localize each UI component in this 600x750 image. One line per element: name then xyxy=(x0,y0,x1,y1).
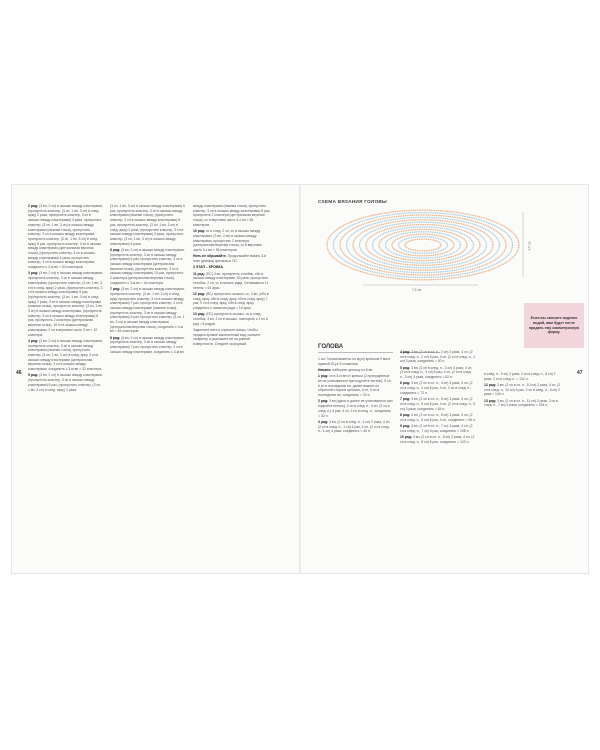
paragraph: 5 ряд: 3 вп, (2 сн в след. п., 3 сн) 3 раза, 4 сн, (2 сн в след. п., 3 сн) 6 раз, 4 сн, (2 сн в след. п., 3 сн) 3 раза, соединить = 62 п. xyxy=(400,365,473,380)
paragraph: 12 ряд: (ВС) пропустить окошко, сс, 2 вп, (сбн в след. арку, сбн в след. арку, сбн в след. арку) 7 раз, 9 сн в след. арку, сбн в след. арку, соединить с началом ряда = 16 арок. xyxy=(193,291,269,311)
right-page-column-1 xyxy=(318,357,393,436)
paragraph: 2 ряд: (3 вп, 2 сн) в окошко между кластерами, (пропустить кластер, (3 сн, 1 вп, 3 сн) в след. арку) 2 раза, пропустить кластер, 3 сн в окошко между кластерами) 4 раза, пропустить кластер, (3 сн, 1 вп, 3 сн) в окошко между кластерами (нижняя точка), пропустить кластер, 3 сн в окошко между кластерами, пропустить кластер, (3 сн, 1 вп, 3 сн) в след. арку) 8 раз, пропустить кластер, 3 сн в окошко между кластерами (центральная верхняя точка), (пропустить кластер, 3 сн в окошко между кластерами) 4 раза, пропустить кластер, 3 сн в окошко между кластерами, соединить с 3-м вп = 20 кластеров. xyxy=(28,204,103,270)
paragraph: 2 ряд: 3 вп (здесь и далее не учитываются при подсчёте петель), 2 сн в след. п., 4 сн, (2 сн в след. п.) 6 раз, 4 сн, 2 сн в след. п., соединить = 32 п. xyxy=(318,399,393,418)
paragraph: 13 ряд: 3 вп, (2 сн в сл. п., 11 сн) 2 раза, 2 сн в след. п., 7 сн) 2 раза, соединить = 154 п. xyxy=(484,398,558,408)
paragraph: Начало: наберите цепочку из 8 вп. xyxy=(318,368,374,372)
pattern-row-ring xyxy=(386,232,461,258)
paragraph: 10 ряд: 3 вп, (2 сн в сл. п., 8 сн) 3 раза, 4 сн, (2 сн в след. п., 8 сн) 6 раз, соединить = 120 п. xyxy=(400,434,475,444)
section-rule xyxy=(318,352,393,353)
right-page-column-3 xyxy=(484,372,562,410)
paragraph: 12 ряд: 3 вп, (2 сн в сл. п., 10 сн) 2 раза, 4 сн, (2 сн в след. п., 10 сн) 6 раз, 2 сн в след. п., 6 сн) 2 раза = 144 п. xyxy=(484,383,561,397)
right-page-column-2 xyxy=(400,350,476,446)
left-page-number: 46 xyxy=(16,370,22,376)
paragraph: 5 ряд: (3 вп, 2 сн) в окошко между кластерами, (пропустить кластер, 3 сн в окошко между кластерами) 5 раз, (пропустить кластер, (3 сн, 1 вп, 3 сн) в след. арку) 2 раза. xyxy=(28,373,103,392)
paragraph: 3 ряд: 3 вп, (2 сн в след. п., 1 сн) 2 раза, 4 сн, (2 сн в след. п., 1 сн) 6 раз, 4 сн, (2 сн в след. п., 1 сн) 4 раза, соединить = 40 п. xyxy=(318,419,391,434)
paragraph: (3 сн, 1 вп, 3 сн) в окошко между кластерами) 6 раз, пропустить кластер, 3 сн в окошко между кластерами (нижняя точка), (пропустить кластер, 3 сн в окошко между кластерами) 8 раз, пропустить кластер, (3 сн, 1 вп, 3 сн) в след. арку) 2 раза, (пропустить кластер, 3 сн в окошко между кластерами) 4 раза, пропустить кластер, (3 сн, 1 вп, 3 сн) в окошко между кластерами) 4 раза. xyxy=(110,204,185,246)
diagram-width-label: 7,5 см xyxy=(412,288,422,292)
pattern-row-ring xyxy=(405,239,441,251)
paragraph: 9 ряд: 3 вп, (2 сн в сл. п., 7 сн) 3 раза, 4 сн, (2 сн в след. п., 7 сн) 6 раз, соединить = 108 п. xyxy=(400,423,473,433)
pattern-row-ring xyxy=(392,234,454,256)
book-gutter xyxy=(299,185,301,573)
paragraph: в след. п., 9 сн) 2 раза, 2 сн в след. п., 5 сн) 2 раза, 2 сн в след. п. = 132 п. xyxy=(484,372,556,381)
pattern-row-ring xyxy=(327,210,519,280)
left-page-column-3 xyxy=(193,204,271,348)
paragraph: Нить не обрывайте. Продолжайте вязать 3-й этап (кромка) крючком в ПС. xyxy=(193,254,267,263)
paragraph: 1 ряд: сн в 3-ю вп от крючка (2 пропущенные вп не учитываются при подсчёте петель), 5 сн, 6 сн в последнюю вп, далее вяжите по обратной стороне цепочки, 4 сн, 5 сн в последнюю вп, соединить = 20 п. xyxy=(318,374,392,398)
paragraph: между кластерами (нижняя точка), пропустить кластер, 3 сн в окошко между кластерами) 8 раз, пропустить 2 кластера (центральная верхняя точка), сс в верхнюю часть 3-х вп = 56 кластеров. xyxy=(193,204,271,227)
diagram-height-label: 4,5 см xyxy=(527,241,532,251)
left-page-column-2 xyxy=(110,204,186,356)
right-page-number: 47 xyxy=(577,370,583,376)
left-page-column-1 xyxy=(28,204,103,394)
paragraph: 3 ЭТАП – КРОМКА xyxy=(193,265,223,270)
paragraph: 8 ряд: 3 вп, (2 сн в сл. п., 6 сн) 3 раза, 4 сн, (2 сн в след. п., 6 сн) 6 раз, 4 сн, соединить = 96 п. xyxy=(400,412,476,422)
paragraph: Закрепите нить и спрячьте концы. Чтобы придать кромке законченный вид, смочите салфетку и разложите её на ровной поверхности. Следите за формой. xyxy=(193,328,261,347)
paragraph: 10 ряд: сс в след. 2 сн, сс в окошко между кластерами, (3 вп, 2 сн) в окошко между кластерами, пропустить 2 кластера (центральная верхняя точка), сс в верхнюю часть 3-х вп = 56 кластеров. xyxy=(193,229,262,252)
paragraph: 4 ряд: (3 вп, 2 сн) в окошко между кластерами, пропустить кластер, 3 сн в окошко между кластерами (нижняя точка), пропустить кластер, (3 сн, 1 вп, 3 сн) в след. арку, 3 сн в окошко между кластерами (центральная верхняя точка), 3 сн в окошко между кластерами, соединить с 3-м вп = 32 кластера. xyxy=(28,338,103,372)
head-pattern-diagram xyxy=(318,207,528,297)
paragraph: 1 шт. Голова вяжется по кругу крючком 9 мм в прямой ОЦ в 3 сложения. xyxy=(318,357,391,366)
paragraph: 7 ряд: 3 вп, (2 сн в сл. п., 5 сн) 3 раза, 4 сн, (2 сн в след. п., 5 сн) 6 раз, 4 сн, (2 сн в след. п., 5 сн) 3 раза, соединить = 84 п. xyxy=(400,397,476,411)
paragraph: 6 ряд: 3 вп, (2 сн в сл. п., 4 сн) 3 раза, 4 сн, (2 сн в след. п., 4 сн) 6 раз, 4 сн, 2 сн в след. п., соединить = 72 п. xyxy=(400,381,473,395)
paragraph: 13 ряд: (ПС) пропустить окошко, сс в след. столбик, 3 вп, 2 сн в окошко, повторить с 1 по 6 ряд = 8 рядов. xyxy=(193,312,268,326)
pattern-row-ring xyxy=(347,217,500,272)
paragraph: 8 ряд: (3 вп, 2 сн) в окошко между кластерами, (пропустить кластер, 3 сн в окошко между кластерами) 7 раз, пропустить кластер, 3 сн в окошко между кластерами, соединить с 3-м вп. xyxy=(110,335,185,354)
section-title-head: ГОЛОВА xyxy=(318,344,344,350)
paragraph: 6 ряд: (3 вп, 2 сн) в окошко между кластерами, (пропустить кластер, 3 сн в окошко между кластерами) 6 раз, пропустить кластер, 3 сн в окошко между кластерами (центральная верхняя точка), (пропустить кластер, 3 сн в окошко между кластерами) 10 раз, пропустить 2 кластера (центральная верхняя точка), соединить с 3-м вп = 44 кластера. xyxy=(110,247,185,285)
diagram-title: СХЕМА ВЯЗАНИЯ ГОЛОВЫ xyxy=(318,200,387,205)
paragraph: 4 ряд: 3 вп, (2 сн в сл. п., 2 сн) 3 раза, 4 сн, (2 сн в след. п., 2 сн) 6 раз, 4 сн, (2 сн в след. п., 2 сн) 3 раза, соединить = 50 п. xyxy=(400,350,476,364)
paragraph: 3 ряд: (3 вп, 2 сн) в окошко между кластерами, пропустить кластер, 3 сн в окошко между кластерами, (пропустить кластер, (3 сн, 1 вп, 3 сн) в след. арку) 2 раза, (пропустить кластер, 3 сн в окошко между кластерами) 5 раз, (пропустить кластер, (3 сн, 1 вп, 3 сн) в след. арку) 2 раза, 3 сн в окошко между кластерами (нижняя точка), пропустить кластер, (3 сн, 1 вп, 3 сн) в окошко между кластерами, (пропустить кластер, 3 сн в окошко между кластерами) 8 раз, пропустить 2 кластера (центральная верхняя точка), 15 сн в окошко между кластерами, 2 сн в верхнюю часть 3 вп = 32 кластера. xyxy=(28,271,103,337)
pattern-row-ring xyxy=(366,225,480,266)
tip-callout: Если вы смочите изделие водой, вам будет легче придать ему симметричную форму. xyxy=(524,303,584,348)
paragraph: 7 ряд: (3 вп, 2 сн) в окошко между кластерами, пропустить кластер, (3 сн, 1 вп, 3 сн) в след. арку, пропустить кластер, 3 сн в окошко между кластерами) 7 раз, пропустить кластер, 3 сн в окошко между кластерами (нижняя точка), (пропустить кластер, 3 сн в окошко между кластерами) 5 раз, пропустить кластер, (3 сн, 1 вп, 3 сн) в окошко между кластерами (центральная верхняя точка), соединить с 3-м вп = 48 кластеров. xyxy=(110,287,185,334)
paragraph: 11 ряд: (ПС) 3 вп, пропустить столбик, сбн в окошко между кластерами, 53 раза, пропустить столбик, 2 сн, сс в начало ряда. Оставшиеся 11 петель = 64 арки. xyxy=(193,271,269,290)
